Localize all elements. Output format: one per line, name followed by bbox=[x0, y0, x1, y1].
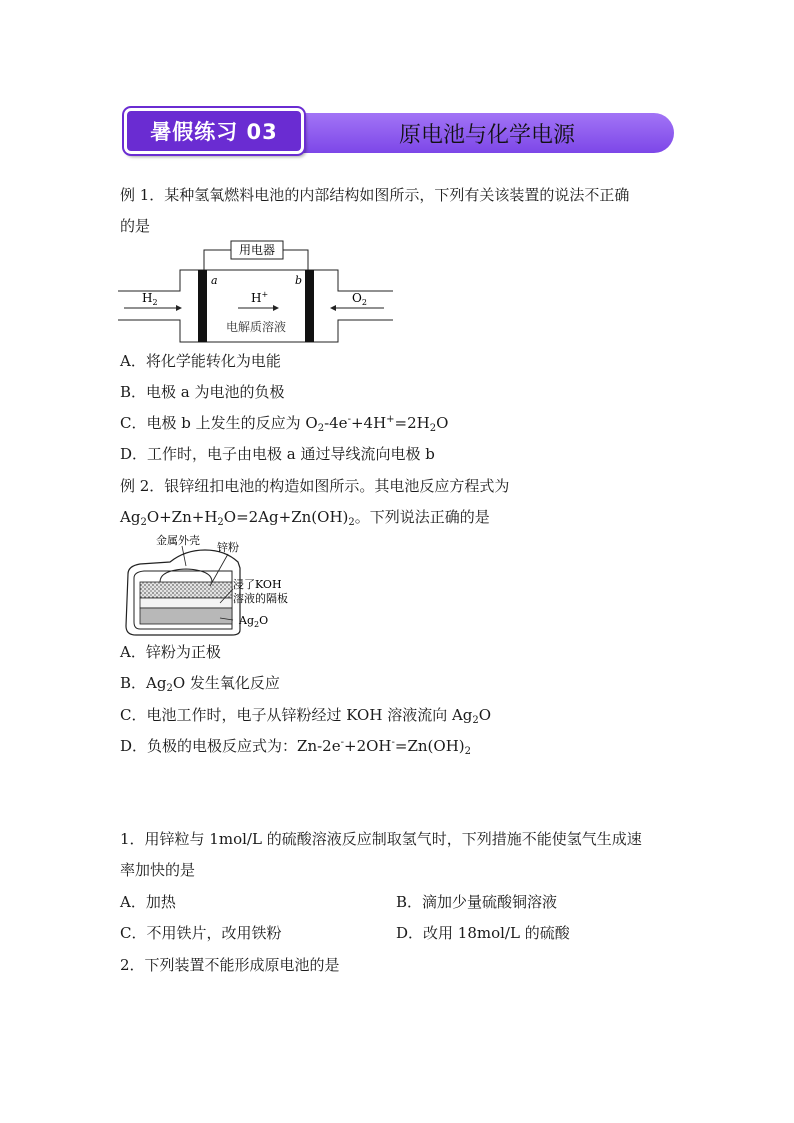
o2-label: $O_2$ bbox=[352, 291, 367, 307]
question1-line2: 率加快的是 bbox=[120, 861, 196, 879]
exercise-label: 暑假练习 03 bbox=[124, 108, 304, 154]
electrode-b-label: b bbox=[295, 274, 303, 287]
ion-label: H+ bbox=[251, 290, 269, 305]
question1-option-c: C．不用铁片，改用铁粉 bbox=[120, 924, 282, 942]
question2-line1: 2．下列装置不能形成原电池的是 bbox=[120, 956, 340, 974]
example2-question-line1: 例 2．银锌纽扣电池的构造如图所示。其电池反应方程式为 bbox=[120, 477, 510, 495]
tube-outline-top bbox=[118, 270, 393, 291]
h2-label: $H_2$ bbox=[142, 291, 158, 307]
example1-option-b: B．电极 a 为电池的负极 bbox=[120, 383, 285, 401]
wire-right bbox=[283, 250, 308, 270]
ag2o-layer bbox=[140, 608, 232, 624]
question1-option-b: B．滴加少量硫酸铜溶液 bbox=[396, 893, 558, 911]
ag2o-label: $Ag_2O$ bbox=[239, 614, 269, 629]
example2-equation: $Ag_2O+Zn+H_2O=2Ag+Zn(OH)_2$。下列说法正确的是 bbox=[120, 508, 490, 528]
separator bbox=[140, 598, 232, 608]
example1-option-d: D．工作时，电子由电极 a 通过导线流向电极 b bbox=[120, 445, 435, 463]
example1-option-c: C．电极 b 上发生的反应为 $O_2-4e^-+4H^+=2H_2O$ bbox=[120, 414, 449, 434]
electrode-b bbox=[305, 270, 314, 342]
example1-question-line2: 的是 bbox=[120, 217, 151, 235]
electrode-a-label: a bbox=[211, 274, 218, 287]
wire-left bbox=[204, 250, 231, 270]
zinc-powder bbox=[140, 582, 232, 598]
fuel-cell-diagram bbox=[118, 238, 393, 346]
separator-label-line1: 浸了KOH bbox=[233, 578, 282, 591]
electrolyte-label: 电解质溶液 bbox=[225, 320, 287, 334]
h2-arrowhead bbox=[176, 305, 182, 311]
separator-label-line2: 溶液的隔板 bbox=[233, 592, 288, 605]
ion-arrowhead bbox=[273, 305, 279, 311]
example1-question-line1: 例 1．某种氢氧燃料电池的内部结构如图所示，下列有关该装置的说法不正确 bbox=[120, 186, 630, 204]
o2-arrowhead bbox=[330, 305, 336, 311]
page-title: 原电池与化学电源 bbox=[398, 122, 575, 148]
example1-option-a: A．将化学能转化为电能 bbox=[120, 352, 281, 370]
example2-option-a: A．锌粉为正极 bbox=[120, 643, 221, 661]
question1-option-a: A．加热 bbox=[120, 893, 176, 911]
example2-option-b: B．$Ag_2O$ 发生氧化反应 bbox=[120, 674, 280, 694]
zinc-label: 锌粉 bbox=[217, 541, 239, 554]
question1-option-d: D．改用 18mol/L 的硫酸 bbox=[396, 924, 570, 942]
example2-option-c: C．电池工作时，电子从锌粉经过 KOH 溶液流向 $Ag_2O$ bbox=[120, 706, 492, 726]
electrode-a bbox=[198, 270, 207, 342]
example2-option-d: D．负极的电极反应式为：$Zn-2e^-+2OH^-=Zn(OH)_2$ bbox=[120, 737, 471, 757]
question1-line1: 1．用锌粒与 1mol/L 的硫酸溶液反应制取氢气时，下列措施不能使氢气生成速 bbox=[120, 830, 642, 848]
load-label: 用电器 bbox=[238, 243, 276, 257]
shell-label: 金属外壳 bbox=[156, 534, 200, 547]
button-cell-diagram bbox=[120, 532, 310, 638]
